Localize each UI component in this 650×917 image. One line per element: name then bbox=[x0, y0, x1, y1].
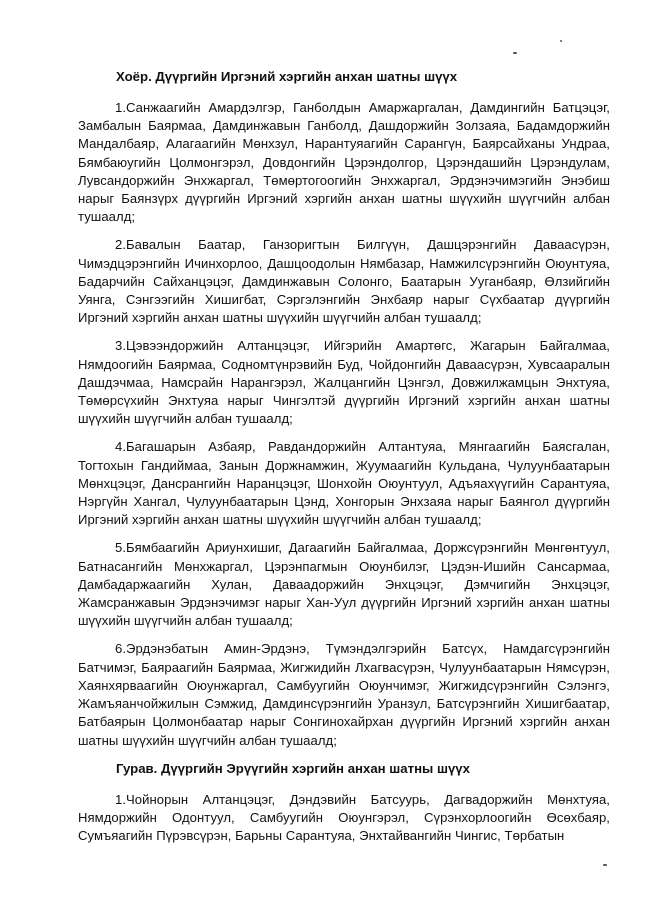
scan-speck bbox=[513, 52, 517, 54]
paragraph-criminal-1: 1.Чойнорын Алтанцэцэг, Дэндэвийн Батсуурь, Дагвадоржийн Мөнхтуяа, Нямдоржийн Одонтуул, Самбуугийн Оюунгэрэл, Сүрэнхорлоогийн Өсөхбаяр, Сумъяагийн Пүрэвсүрэн, Барьны Сарантуяа, Энхтайвангийн Чингис, Төрбатын bbox=[78, 791, 610, 844]
section-heading-criminal: Гурав. Дүүргийн Эрүүгийн хэргийн анхан шатны шүүх bbox=[116, 760, 470, 776]
paragraph-civil-1: 1.Санжаагийн Амардэлгэр, Ганболдын Амаржаргалан, Дамдингийн Батцэцэг, Замбалын Баярмаа, Дамдинжавын Ганболд, Дашдоржийн Золзаяа, Бадамдоржийн Мандалбаяр, Алагаагийн Мөнхзул, Нарантуяагийн Сарангүн, Баярсайханы Ундраа, Бямбаюугийн Цолмонгэрэл, Довдонгийн Цэрэндолгор, Цэрэндашийн Цэрэндулам, Лувсандоржийн Энхжаргал, Төмөртогоогийн Энхжаргал, Эрдэнэчимэгийн Энэбиш нарыг Баянзүрх дүүргийн Иргэний хэргийн анхан шатны шүүхийн шүүгчийн албан тушаалд; bbox=[78, 100, 610, 225]
scan-speck bbox=[560, 40, 562, 42]
paragraph-civil-4: 4.Багашарын Азбаяр, Равдандоржийн Алтантуяа, Мянгаагийн Баясгалан, Тогтохын Гандиймаа, Занын Доржнамжин, Жуумаагийн Кульдана, Чулуунбаатарын Мөнхцэцэг, Дансрангийн Наранцэцэг, Шонхойн Оюунтуул, Адъяахүүгийн Сарантуяа, Нэргүйн Хангал, Чулуунбаатарын Цэнд, Хонгорын Энхзаяа нарыг Баянгол дүүргийн Иргэний хэргийн анхан шатны шүүхийн шүүгчийн албан тушаалд; bbox=[78, 439, 610, 528]
paragraph-civil-2: 2.Бавалын Баатар, Ганзоригтын Билгүүн, Дашцэрэнгийн Даваасүрэн, Чимэдцэрэнгийн Ичинхорлоо, Дашцоодолын Нямбазар, Намжилсүрэнгийн Оюунтуяа, Бадарчийн Сайханцэцэг, Дамдинжавын Солонго, Баатарын Ууганбаяр, Өлзийгийн Уянга, Сэнгээгийн Хишигбат, Сэргэлэнгийн Энхбаяр нарыг Сүхбаатар дүүргийн Иргэний хэргийн анхан шатны шүүхийн шүүгчийн албан тушаалд; bbox=[78, 237, 610, 326]
paragraph-civil-6: 6.Эрдэнэбатын Амин-Эрдэнэ, Түмэндэлгэрийн Батсүх, Намдагсүрэнгийн Батчимэг, Баяраагийн Баярмаа, Жигжидийн Лхагвасүрэн, Чулуунбаатарын Нямсүрэн, Хаянхярваагийн Оюунжаргал, Самбуугийн Оюунчимэг, Жигжидсүрэнгийн Сэлэнгэ, Жамъяанчойжилын Сэмжид, Дамдинсүрэнгийн Уранзул, Батсүрэнгийн Хишигбаатар, Батбаярын Цолмонбаатар нарыг Сонгинохайрхан дүүргийн Иргэний хэргийн анхан шатны шүүхийн шүүгчийн албан тушаалд; bbox=[78, 641, 610, 748]
scan-speck bbox=[603, 864, 607, 866]
paragraph-civil-3: 3.Цэвээндоржийн Алтанцэцэг, Ийгэрийн Амартөгс, Жагарын Байгалмаа, Нямдоогийн Баярмаа, Содномтүнрэвийн Буд, Чойдонгийн Даваасүрэн, Хувсааралын Дашдэчмаа, Намсрайн Нарангэрэл, Жалцангийн Цэнгэл, Довжилжамцын Энхтуяа, Төмөрсүхийн Энхтуяа нарыг Чингэлтэй дүүргийн Иргэний хэргийн анхан шатны шүүхийн шүүгчийн албан тушаалд; bbox=[78, 338, 610, 427]
paragraph-civil-5: 5.Бямбаагийн Ариунхишиг, Дагаагийн Байгалмаа, Доржсүрэнгийн Мөнгөнтуул, Батнасангийн Мөнхжаргал, Цэрэнпагмын Оюунбилэг, Цэдэн-Ишийн Сансармаа, Дамбадаржаагийн Хулан, Даваадоржийн Энхцэцэг, Дэмчигийн Энхцэцэг, Жамсранжавын Эрдэнэчимэг нарыг Хан-Уул дүүргийн Иргэний хэргийн анхан шатны шүүхийн шүүгчийн албан тушаалд; bbox=[78, 540, 610, 629]
section-heading-civil: Хоёр. Дүүргийн Иргэний хэргийн анхан шатны шүүх bbox=[116, 69, 458, 84]
